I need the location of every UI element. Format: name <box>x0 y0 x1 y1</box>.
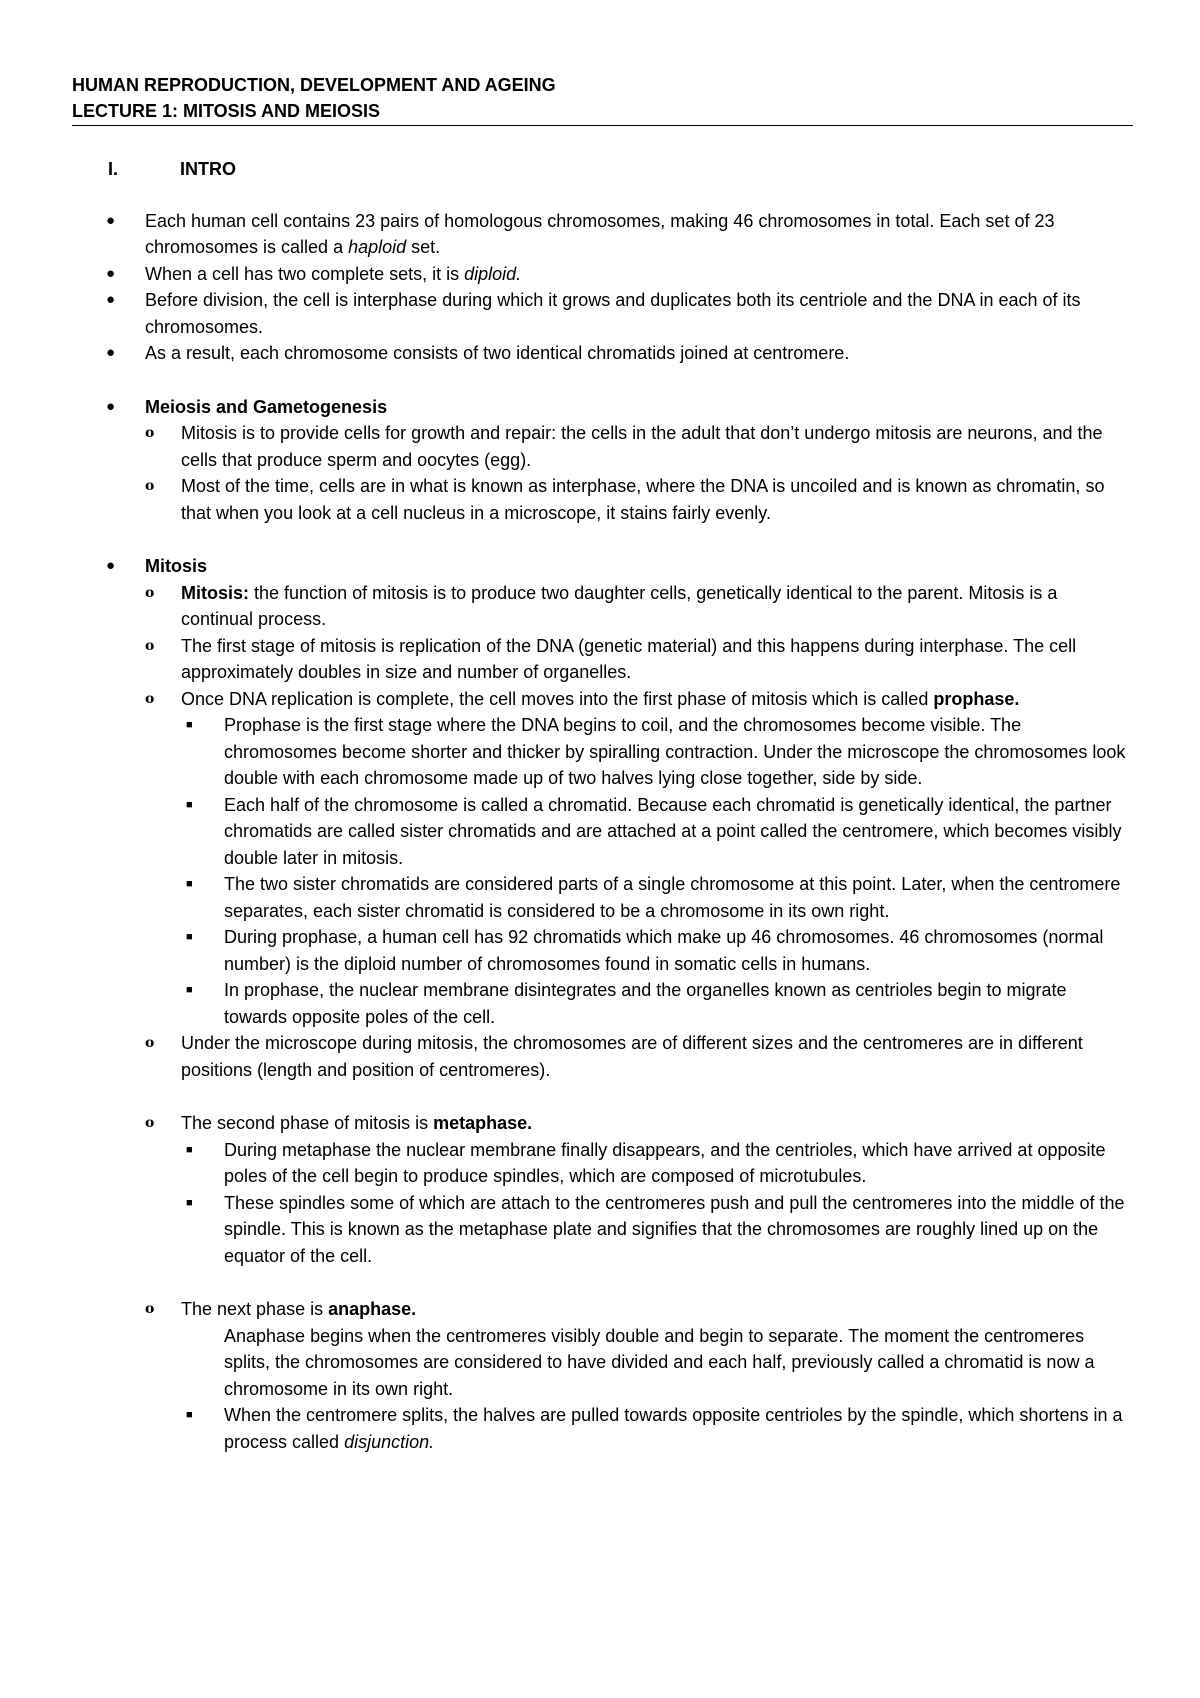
document-body <box>72 156 1133 1455</box>
sub-bullet-icon: o <box>145 1301 155 1317</box>
metaphase-text-1: During metaphase the nuclear membrane finally disappears, and the centrioles, which have arrived at opposite poles of the cell begin to produce spindles, which are composed of microtubules. <box>224 1139 1106 1186</box>
bullet-icon: ● <box>106 344 116 361</box>
prophase-text-5: In prophase, the nuclear membrane disintegrates and the organelles known as centrioles begin to migrate towards opposite poles of the cell. <box>224 980 1067 1027</box>
meiosis-heading: Meiosis and Gametogenesis <box>145 396 388 417</box>
mitosis-term: Mitosis: <box>181 582 250 603</box>
bullet-icon: ● <box>106 291 116 308</box>
sub-bullet-icon: o <box>145 425 155 441</box>
sub-bullet-icon: o <box>145 1115 155 1131</box>
mitosis-heading: Mitosis <box>145 556 208 576</box>
meiosis-text-2: Most of the time, cells are in what is known as interphase, where the DNA is uncoiled and is known as chromatin, so that when you look at a cell nucleus in a microscope, it stains fairly evenly. <box>181 476 1105 523</box>
bullet-icon: ● <box>106 397 116 415</box>
mitosis-text-4: Under the microscope during mitosis, the chromosomes are of different sizes and the centromeres are in different positions (length and position of centromeres). <box>181 1033 1083 1080</box>
intro-text-1a: Each human cell contains 23 pairs of homologous chromosomes, making 46 chromosomes in total. Each set of 23 chromosomes is called a <box>145 210 1055 257</box>
phase-name-anaphase: anaphase. <box>328 1299 417 1319</box>
square-bullet-icon: ■ <box>186 931 193 943</box>
header-divider <box>72 125 1133 126</box>
list-item <box>72 1190 1133 1270</box>
course-title: HUMAN REPRODUCTION, DEVELOPMENT AND AGEING <box>72 75 556 95</box>
metaphase-text-2: These spindles some of which are attach to the centromeres push and pull the centromeres into the middle of the spindle. This is known as the metaphase plate and signifies that the chromosomes are roughly lined up on the equator of the cell. <box>224 1192 1125 1266</box>
phase-name-prophase: prophase. <box>933 688 1020 709</box>
square-bullet-icon: ■ <box>186 719 193 731</box>
square-bullet-icon: ■ <box>186 1143 193 1156</box>
mitosis-text-3: Once DNA replication is complete, the cell moves into the first phase of mitosis which is called <box>181 688 934 709</box>
bullet-icon: ● <box>106 557 116 574</box>
anaphase-text-1: Anaphase begins when the centromeres visibly double and begin to separate. The moment the centromeres splits, the chromosomes are considered to have divided and each half, previously called a chromatid is now a chromosome in its own right. <box>224 1325 1095 1399</box>
prophase-text-4: During prophase, a human cell has 92 chromatids which make up 46 chromosomes. 46 chromosomes (normal number) is the diploid number of chromosomes found in somatic cells in humans. <box>224 927 1104 974</box>
square-bullet-icon: ■ <box>186 1196 193 1209</box>
list-item <box>72 977 1133 1030</box>
list-item <box>72 473 1133 526</box>
square-bullet-icon: ■ <box>186 984 193 996</box>
list-item <box>72 580 1133 633</box>
sub-bullet-icon: o <box>145 478 155 494</box>
list-item <box>72 1137 1133 1190</box>
mitosis-text-2: The first stage of mitosis is replication of the DNA (genetic material) and this happens during interphase. The cell approximately doubles in size and number of organelles. <box>181 635 1077 682</box>
list-item <box>72 1402 1133 1455</box>
prophase-text-3: The two sister chromatids are considered parts of a single chromosome at this point. Later, when the centromere separates, each sister chromatid is considered to be a chromosome in its own right. <box>224 874 1121 921</box>
intro-text-2a: When a cell has two complete sets, it is <box>145 263 465 284</box>
list-item <box>72 924 1133 977</box>
anaphase-text-2: When the centromere splits, the halves are pulled towards opposite centrioles by the spindle, which shortens in a process called <box>224 1405 1123 1452</box>
anaphase-term-disjunction: disjunction. <box>344 1431 435 1452</box>
section-number: I. <box>108 159 119 179</box>
list-item <box>72 420 1133 473</box>
sub-bullet-icon: o <box>145 690 155 707</box>
intro-text-3: Before division, the cell is interphase during which it grows and duplicates both its centriole and the DNA in each of its chromosomes. <box>145 290 1081 337</box>
square-bullet-icon: ■ <box>186 1409 193 1421</box>
list-item <box>72 208 1133 261</box>
list-item <box>72 1110 1133 1137</box>
list-item <box>72 340 1133 367</box>
meiosis-text-1: Mitosis is to provide cells for growth and repair: the cells in the adult that don’t undergo mitosis are neurons, and the cells that produce sperm and oocytes (egg). <box>181 423 1103 470</box>
square-bullet-icon: ■ <box>186 798 193 811</box>
phase-name-metaphase: metaphase. <box>433 1113 533 1133</box>
list-item <box>72 712 1133 792</box>
list-item <box>72 686 1133 713</box>
list-item <box>72 553 1133 580</box>
list-item <box>72 871 1133 924</box>
list-item <box>72 1030 1133 1083</box>
list-item <box>72 1323 1133 1403</box>
document-header <box>72 72 1133 126</box>
list-item <box>72 261 1133 288</box>
prophase-text-1: Prophase is the first stage where the DNA begins to coil, and the chromosomes become visible. The chromosomes become shorter and thicker by spiralling contraction. Under the microscope the chromosomes look double with each chromosome made up of two halves lying close together, side by side. <box>224 715 1126 788</box>
intro-term-haploid: haploid <box>348 237 407 257</box>
list-item <box>72 1296 1133 1323</box>
lecture-title: LECTURE 1: MITOSIS AND MEIOSIS <box>72 101 381 121</box>
prophase-text-2: Each half of the chromosome is called a chromatid. Because each chromatid is genetically identical, the partner chromatids are called sister chromatids and are attached at a point called the centromere, which becomes visibly double later in mitosis. <box>224 794 1122 868</box>
list-item <box>72 394 1133 421</box>
sub-bullet-icon: o <box>145 1035 155 1051</box>
intro-term-diploid: diploid. <box>464 263 522 284</box>
section-heading-intro <box>72 156 1133 183</box>
mitosis-text-6: The next phase is <box>181 1299 329 1319</box>
list-item <box>72 792 1133 872</box>
intro-text-1b: set. <box>406 237 441 257</box>
sub-bullet-icon: o <box>145 584 155 601</box>
list-item <box>72 287 1133 340</box>
mitosis-text-1: the function of mitosis is to produce two daughter cells, genetically identical to the parent. Mitosis is a continual process. <box>181 582 1058 629</box>
list-item <box>72 633 1133 686</box>
mitosis-text-5: The second phase of mitosis is <box>181 1113 434 1133</box>
square-bullet-icon: ■ <box>186 878 193 890</box>
bullet-icon: ● <box>106 211 116 229</box>
bullet-icon: ● <box>106 264 116 282</box>
intro-text-4: As a result, each chromosome consists of two identical chromatids joined at centromere. <box>145 343 850 363</box>
sub-bullet-icon: o <box>145 637 155 654</box>
section-title: INTRO <box>180 159 236 179</box>
